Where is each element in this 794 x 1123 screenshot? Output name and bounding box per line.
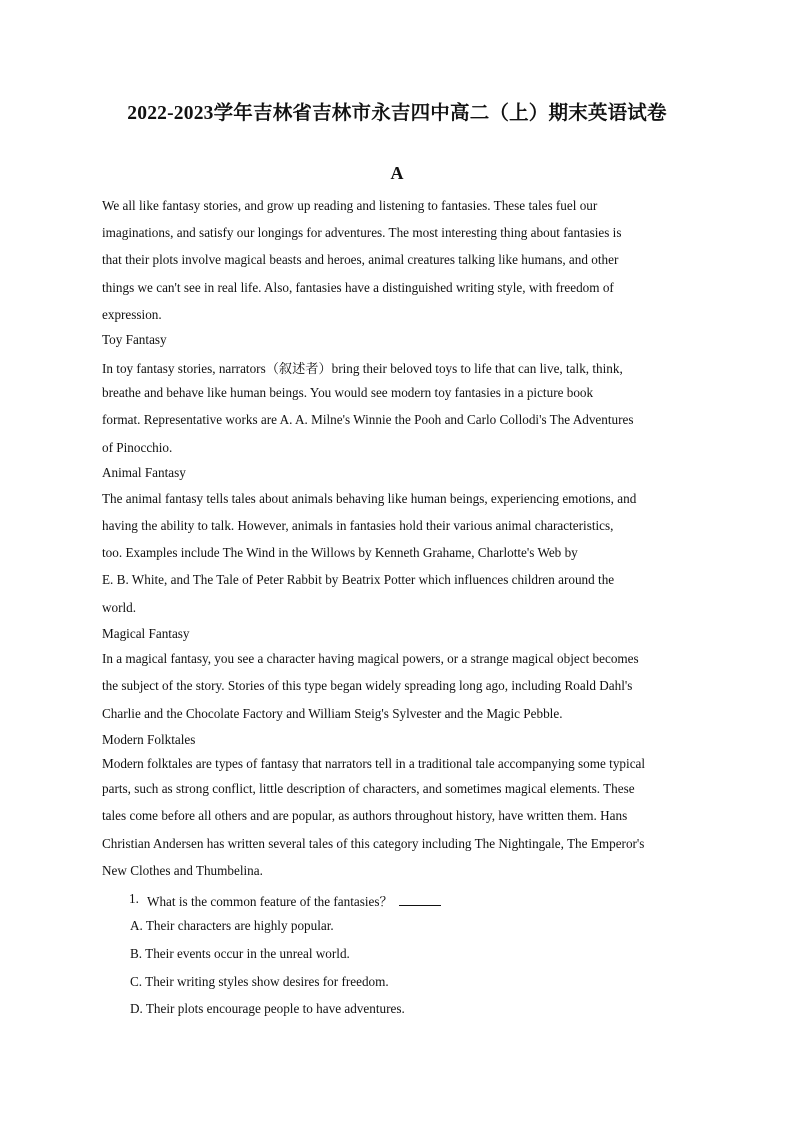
passage-line: New Clothes and Thumbelina. (102, 863, 263, 878)
option-d: D. Their plots encourage people to have adventures. (130, 1001, 405, 1016)
subheading-toy-fantasy: Toy Fantasy (102, 332, 167, 347)
passage-line: Modern folktales are types of fantasy that narrators tell in a traditional tale accompanying some typical (102, 756, 646, 771)
passage-line: things we can't see in real life. Also, fantasies have a distinguished writing style, with freedom of (102, 280, 614, 295)
passage-line: world. (102, 600, 137, 615)
passage-line: imaginations, and satisfy our longings for adventures. The most interesting thing about fantasies is (102, 225, 622, 240)
passage-line: too. Examples include The Wind in the Willows by Kenneth Grahame, Charlotte's Web by (102, 545, 578, 560)
passage-line: Charlie and the Chocolate Factory and William Steig's Sylvester and the Magic Pebble. (102, 706, 563, 721)
passage-line: the subject of the story. Stories of this type began widely spreading long ago, including Roald Dahl's (102, 678, 633, 693)
question-text: What is the common feature of the fantasies？ (147, 894, 393, 909)
passage-line: having the ability to talk. However, animals in fantasies hold their various animal characteristics, (102, 518, 614, 533)
passage-line: In toy fantasy stories, narrators（叙述者）bring their beloved toys to life that can live, talk, think, (102, 361, 623, 376)
subheading-modern-folktales: Modern Folktales (102, 732, 196, 747)
option-c: C. Their writing styles show desires for freedom. (130, 974, 389, 989)
passage-line: We all like fantasy stories, and grow up reading and listening to fantasies. These tales fuel our (102, 198, 598, 213)
passage-line: parts, such as strong conflict, little description of characters, and sometimes magical elements. These (102, 781, 635, 796)
passage-line: The animal fantasy tells tales about animals behaving like human beings, experiencing emotions, and (102, 491, 637, 506)
passage-line: tales come before all others and are popular, as authors throughout history, have written them. Hans (102, 808, 628, 823)
subheading-animal-fantasy: Animal Fantasy (102, 465, 186, 480)
passage-line: E. B. White, and The Tale of Peter Rabbit by Beatrix Potter which influences children around the (102, 572, 615, 587)
passage-line: that their plots involve magical beasts and heroes, animal creatures talking like humans, and other (102, 252, 619, 267)
option-b: B. Their events occur in the unreal world. (130, 946, 350, 961)
subheading-magical-fantasy: Magical Fantasy (102, 626, 190, 641)
question-number: 1. (129, 891, 139, 906)
passage-line: expression. (102, 307, 162, 322)
exam-title: 2022-2023学年吉林省吉林市永吉四中高二（上）期末英语试卷 (127, 103, 667, 124)
passage-line: In a magical fantasy, you see a character having magical powers, or a strange magical object becomes (102, 651, 639, 666)
passage-line: of Pinocchio. (102, 440, 173, 455)
answer-blank (399, 895, 441, 906)
section-label: A (390, 163, 404, 183)
option-a: A. Their characters are highly popular. (130, 918, 334, 933)
passage-line: format. Representative works are A. A. Milne's Winnie the Pooh and Carlo Collodi's The Adventures (102, 412, 634, 427)
passage-line: Christian Andersen has written several tales of this category including The Nightingale, The Emperor's (102, 836, 645, 851)
passage-line: breathe and behave like human beings. You would see modern toy fantasies in a picture book (102, 385, 594, 400)
question-stem (147, 891, 441, 910)
